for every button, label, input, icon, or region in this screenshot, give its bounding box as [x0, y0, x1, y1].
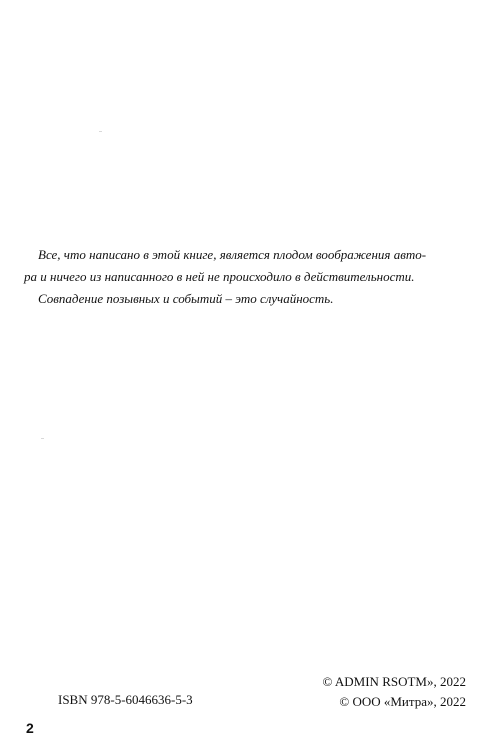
copyright-block [322, 672, 466, 712]
disclaimer-line: Все, что написано в этой книге, является плодом воображения авто- [38, 247, 427, 262]
copyright-line: © ADMIN RSOTM», 2022 [322, 674, 466, 689]
disclaimer-line: Совпадение позывных и событий – это случайность. [38, 291, 334, 306]
scan-speck [99, 131, 102, 132]
page-number: 2 [26, 720, 34, 736]
disclaimer-line: ра и ничего из написанного в ней не происходило в действительности. [24, 269, 415, 284]
scan-speck [41, 438, 44, 439]
copyright-line: © ООО «Митра», 2022 [339, 694, 466, 709]
fiction-disclaimer [24, 244, 468, 310]
isbn-number: ISBN 978-5-6046636-5-3 [58, 692, 193, 707]
